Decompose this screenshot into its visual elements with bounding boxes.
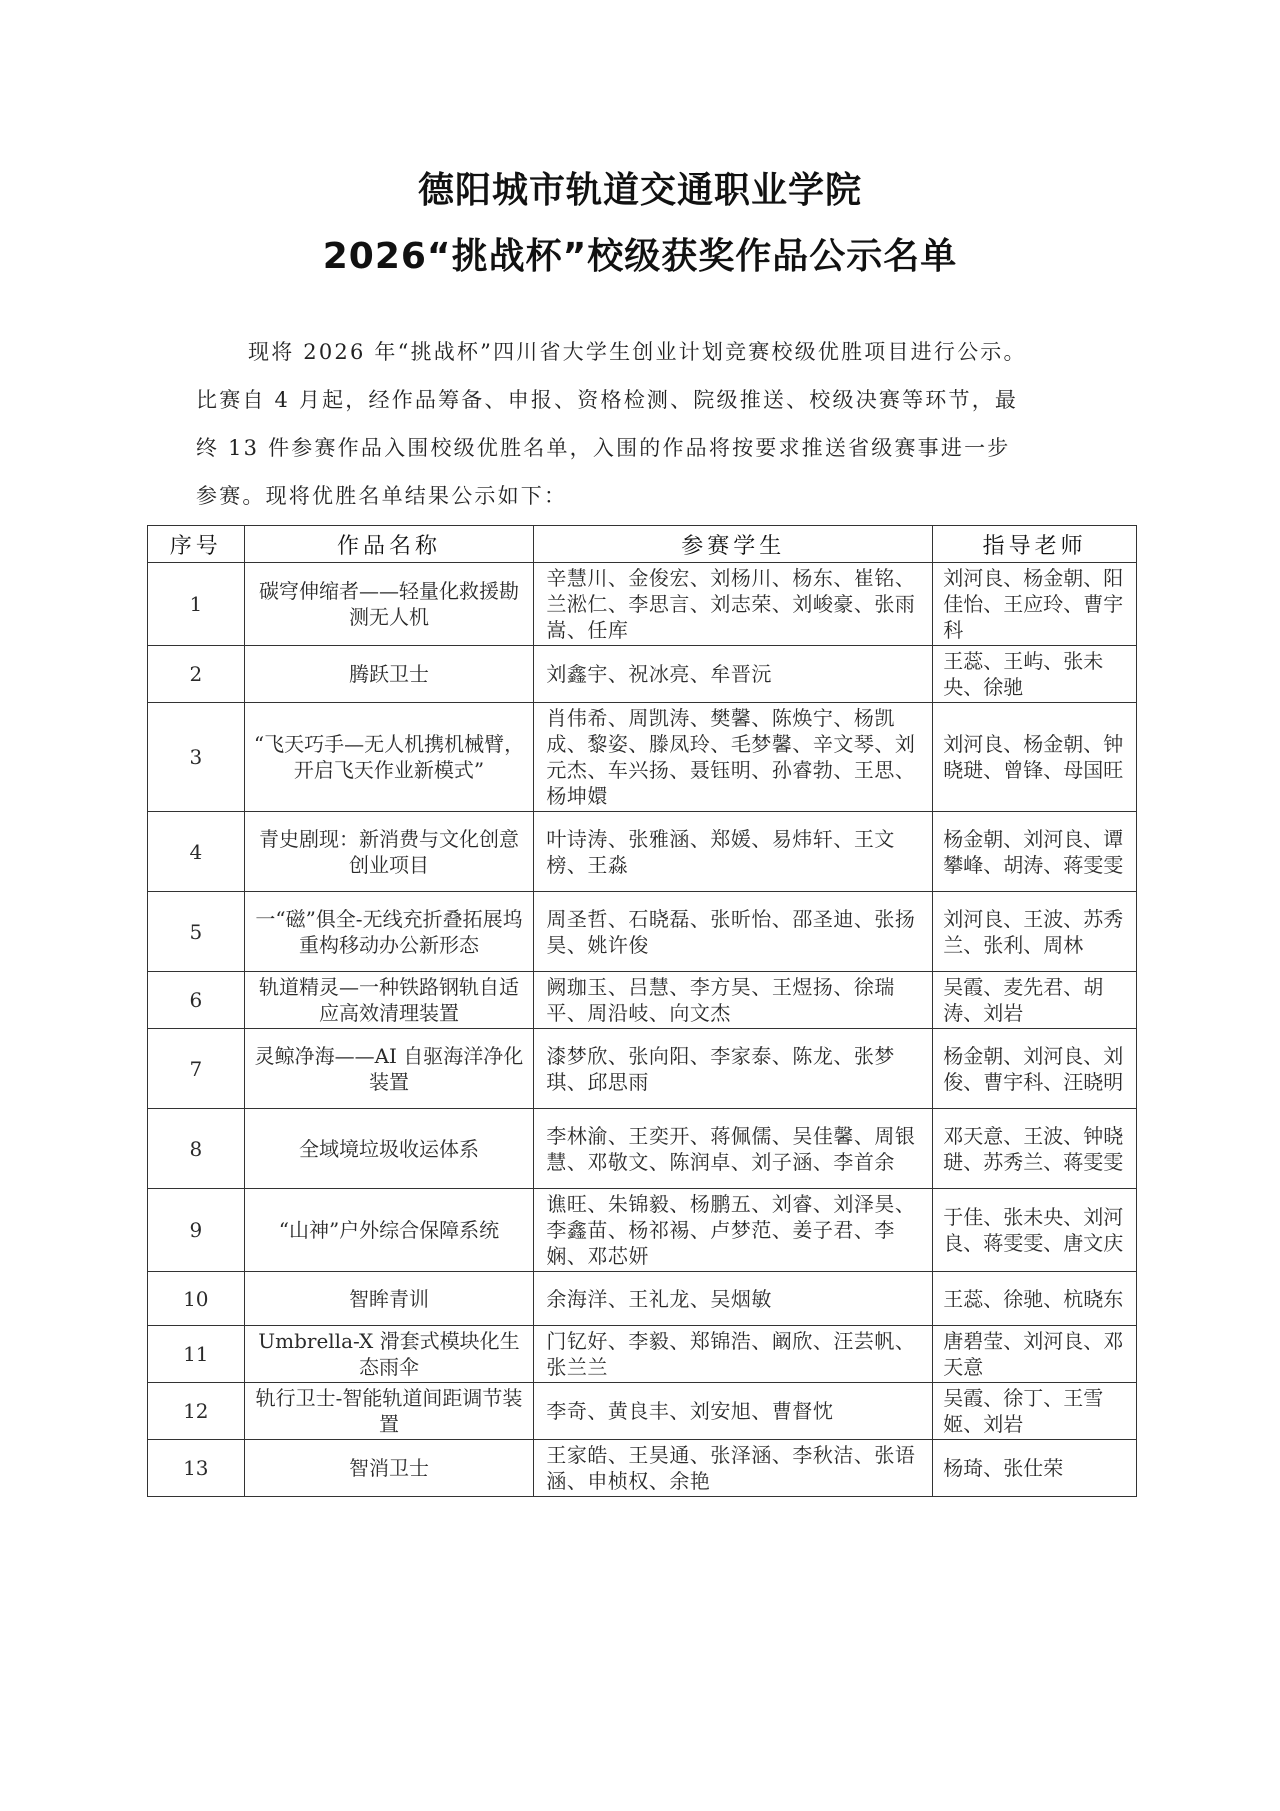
- cell-students: 王家皓、王昊通、张泽涵、李秋洁、张语涵、申桢权、余艳: [534, 1440, 933, 1497]
- document-title-line1: 德阳城市轨道交通职业学院: [417, 170, 862, 211]
- cell-teachers: 于佳、张未央、刘河良、蒋雯雯、唐文庆: [933, 1189, 1137, 1272]
- table-row: [148, 1383, 1137, 1440]
- cell-teachers: 吴霞、麦先君、胡涛、刘岩: [933, 972, 1137, 1029]
- cell-work: 碳穹伸缩者——轻量化救援勘测无人机: [244, 563, 534, 646]
- cell-no: 2: [148, 646, 245, 703]
- cell-teachers: 杨琦、张仕荣: [933, 1440, 1137, 1497]
- table-row: [148, 1189, 1137, 1272]
- intro-line: 现将 2026 年“挑战杯”四川省大学生创业计划竞赛校级优胜项目进行公示。: [248, 340, 1027, 364]
- cell-no: 8: [148, 1109, 245, 1189]
- table-row: [148, 646, 1137, 703]
- cell-students: 叶诗涛、张雅涵、郑媛、易炜轩、王文榜、王淼: [534, 812, 933, 892]
- cell-students: 门钇好、李毅、郑锦浩、阚欣、汪芸帆、张兰兰: [534, 1326, 933, 1383]
- cell-work: 智眸青训: [244, 1272, 534, 1326]
- table-row: [148, 563, 1137, 646]
- cell-work: 一“磁”俱全-无线充折叠拓展坞重构移动办公新形态: [244, 892, 534, 972]
- cell-students: 刘鑫宇、祝冰亮、牟晋沅: [534, 646, 933, 703]
- cell-no: 7: [148, 1029, 245, 1109]
- cell-work: 全域境垃圾收运体系: [244, 1109, 534, 1189]
- cell-teachers: 邓天意、王波、钟晓琎、苏秀兰、蒋雯雯: [933, 1109, 1137, 1189]
- cell-students: 谯旺、朱锦毅、杨鹏五、刘睿、刘泽昊、李鑫苗、杨祁裼、卢梦范、姜子君、李娴、邓芯妍: [534, 1189, 933, 1272]
- award-list-table: [147, 525, 1137, 1497]
- table-row: [148, 1326, 1137, 1383]
- table-header-row: [148, 526, 1137, 563]
- cell-teachers: 吴霞、徐丁、王雪姬、刘岩: [933, 1383, 1137, 1440]
- header-teachers: 指导老师: [933, 526, 1137, 563]
- table-row: [148, 812, 1137, 892]
- document-title-line2: 2026“挑战杯”校级获奖作品公示名单: [322, 236, 958, 277]
- table-row: [148, 703, 1137, 812]
- cell-work: “山神”户外综合保障系统: [244, 1189, 534, 1272]
- cell-work: 轨道精灵—一种铁路钢轨自适应高效清理装置: [244, 972, 534, 1029]
- intro-line: 比赛自 4 月起，经作品筹备、申报、资格检测、院级推送、校级决赛等环节，最: [196, 388, 1019, 412]
- cell-students: 李奇、黄良丰、刘安旭、曹督忱: [534, 1383, 933, 1440]
- cell-teachers: 唐碧莹、刘河良、邓天意: [933, 1326, 1137, 1383]
- cell-no: 1: [148, 563, 245, 646]
- cell-work: “飞天巧手—无人机携机械臂，开启飞天作业新模式”: [244, 703, 534, 812]
- cell-no: 13: [148, 1440, 245, 1497]
- table-row: [148, 1029, 1137, 1109]
- table-row: [148, 1440, 1137, 1497]
- table-row: [148, 1109, 1137, 1189]
- cell-students: 阙珈玉、吕慧、李方昊、王煜扬、徐瑞平、周沿岐、向文杰: [534, 972, 933, 1029]
- cell-no: 4: [148, 812, 245, 892]
- cell-teachers: 杨金朝、刘河良、刘俊、曹宇科、汪晓明: [933, 1029, 1137, 1109]
- cell-teachers: 刘河良、王波、苏秀兰、张利、周林: [933, 892, 1137, 972]
- cell-no: 12: [148, 1383, 245, 1440]
- cell-teachers: 刘河良、杨金朝、阳佳怡、王应玲、曹宇科: [933, 563, 1137, 646]
- cell-students: 余海洋、王礼龙、吴烟敏: [534, 1272, 933, 1326]
- cell-no: 11: [148, 1326, 245, 1383]
- intro-line: 参赛。现将优胜名单结果公示如下：: [196, 484, 568, 508]
- cell-students: 漆梦欣、张向阳、李家泰、陈龙、张梦琪、邱思雨: [534, 1029, 933, 1109]
- header-work: 作品名称: [244, 526, 534, 563]
- cell-teachers: 刘河良、杨金朝、钟晓琎、曾锋、母国旺: [933, 703, 1137, 812]
- cell-students: 肖伟希、周凯涛、樊馨、陈焕宁、杨凯成、黎姿、滕凤玲、毛梦馨、辛文琴、刘元杰、车兴扬、聂钰明、孙睿勃、王思、杨坤嬛: [534, 703, 933, 812]
- cell-teachers: 王蕊、徐驰、杭晓东: [933, 1272, 1137, 1326]
- cell-no: 6: [148, 972, 245, 1029]
- cell-teachers: 王蕊、王屿、张未央、徐驰: [933, 646, 1137, 703]
- cell-students: 李林渝、王奕开、蒋佩儒、吴佳馨、周银慧、邓敬文、陈润卓、刘子涵、李首余: [534, 1109, 933, 1189]
- table-row: [148, 892, 1137, 972]
- intro-paragraph: [196, 328, 1096, 520]
- cell-students: 辛慧川、金俊宏、刘杨川、杨东、崔铭、兰淞仁、李思言、刘志荣、刘峻豪、张雨嵩、任库: [534, 563, 933, 646]
- cell-students: 周圣哲、石晓磊、张昕怡、邵圣迪、张扬昊、姚许俊: [534, 892, 933, 972]
- cell-no: 5: [148, 892, 245, 972]
- cell-no: 3: [148, 703, 245, 812]
- cell-work: 智消卫士: [244, 1440, 534, 1497]
- cell-no: 9: [148, 1189, 245, 1272]
- intro-line: 终 13 件参赛作品入围校级优胜名单，入围的作品将按要求推送省级赛事进一步: [196, 436, 1011, 460]
- header-no: 序号: [148, 526, 245, 563]
- cell-work: 轨行卫士-智能轨道间距调节装置: [244, 1383, 534, 1440]
- header-students: 参赛学生: [534, 526, 933, 563]
- cell-teachers: 杨金朝、刘河良、谭攀峰、胡涛、蒋雯雯: [933, 812, 1137, 892]
- cell-work: 青史剧现：新消费与文化创意创业项目: [244, 812, 534, 892]
- cell-work: 腾跃卫士: [244, 646, 534, 703]
- cell-work: Umbrella-X 滑套式模块化生态雨伞: [244, 1326, 534, 1383]
- cell-work: 灵鲸净海——AI 自驱海洋净化装置: [244, 1029, 534, 1109]
- table-row: [148, 972, 1137, 1029]
- cell-no: 10: [148, 1272, 245, 1326]
- table-row: [148, 1272, 1137, 1326]
